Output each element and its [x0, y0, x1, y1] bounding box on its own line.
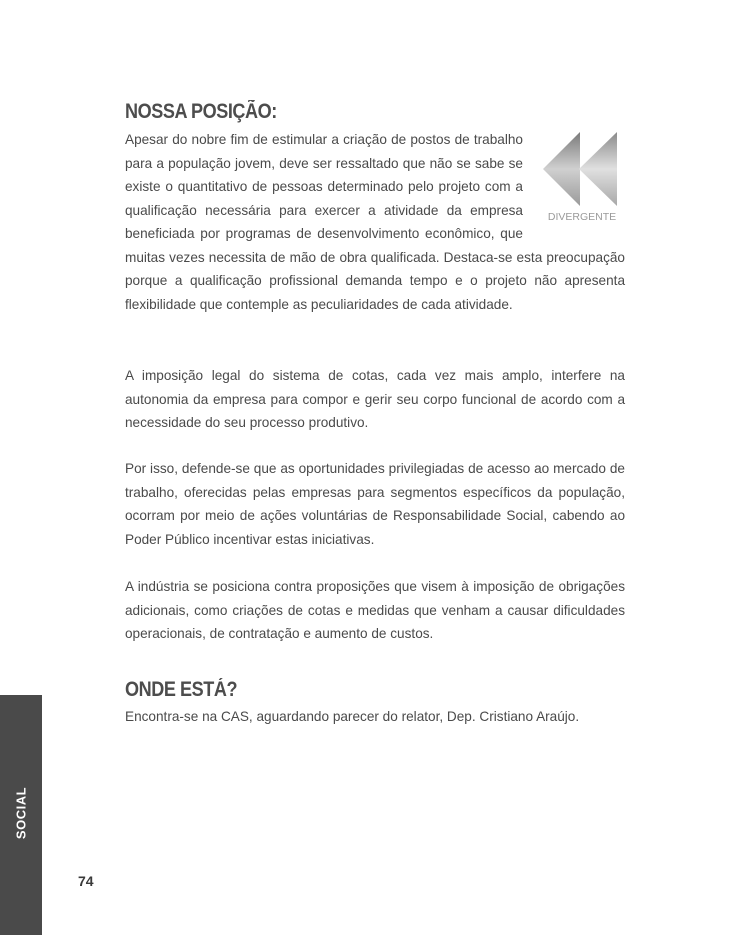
paragraph-3: Por isso, defende-se que as oportunidades privilegiadas de acesso ao mercado de trabalho, oferecidas pelas empresas para segmentos específicos da população, ocorram por meio de ações voluntárias de Responsabilidade Social, cabendo ao Poder Público incentivar estas iniciativas.: [125, 461, 625, 547]
paragraph-text: Apesar do nobre fim de estimular a criação de postos de trabalho para a população jovem, deve ser ressaltado que não se sabe se existe o quantitativo de pessoas determinado pelo projeto com a qualificação necessária para exercer a atividade da empresa beneficiada por programas de desenvolvimento econômico, que muitas vezes necessita de mão de obra qualificada. Destaca-se esta preocupação porque a qualificação profissional demanda tempo e o projeto não apresenta flexibilidade que contemple as peculiaridades de cada atividade.: [125, 132, 625, 312]
paragraph-2: A imposição legal do sistema de cotas, cada vez mais amplo, interfere na autonomia da empresa para compor e gerir seu corpo funcional de acordo com a necessidade do seu processo produtivo.: [125, 368, 625, 430]
section-heading-onde-esta: ONDE ESTÁ?: [125, 678, 238, 701]
double-left-arrow-icon: [541, 130, 621, 208]
page-number: 74: [78, 873, 94, 889]
paragraph-1: [125, 128, 625, 316]
status-text: Encontra-se na CAS, aguardando parecer do relator, Dep. Cristiano Araújo.: [125, 709, 580, 724]
section-heading-nossa-posicao: NOSSA POSIÇÃO:: [125, 100, 277, 123]
paragraph-4: A indústria se posiciona contra proposições que visem à imposição de obrigações adicionais, como criações de cotas e medidas que venham a causar dificuldades operacionais, de contratação e aumento de custos.: [125, 579, 625, 641]
side-tab-label: SOCIAL: [13, 786, 29, 840]
divergente-badge: [537, 130, 627, 230]
badge-label: DIVERGENTE: [547, 211, 617, 223]
